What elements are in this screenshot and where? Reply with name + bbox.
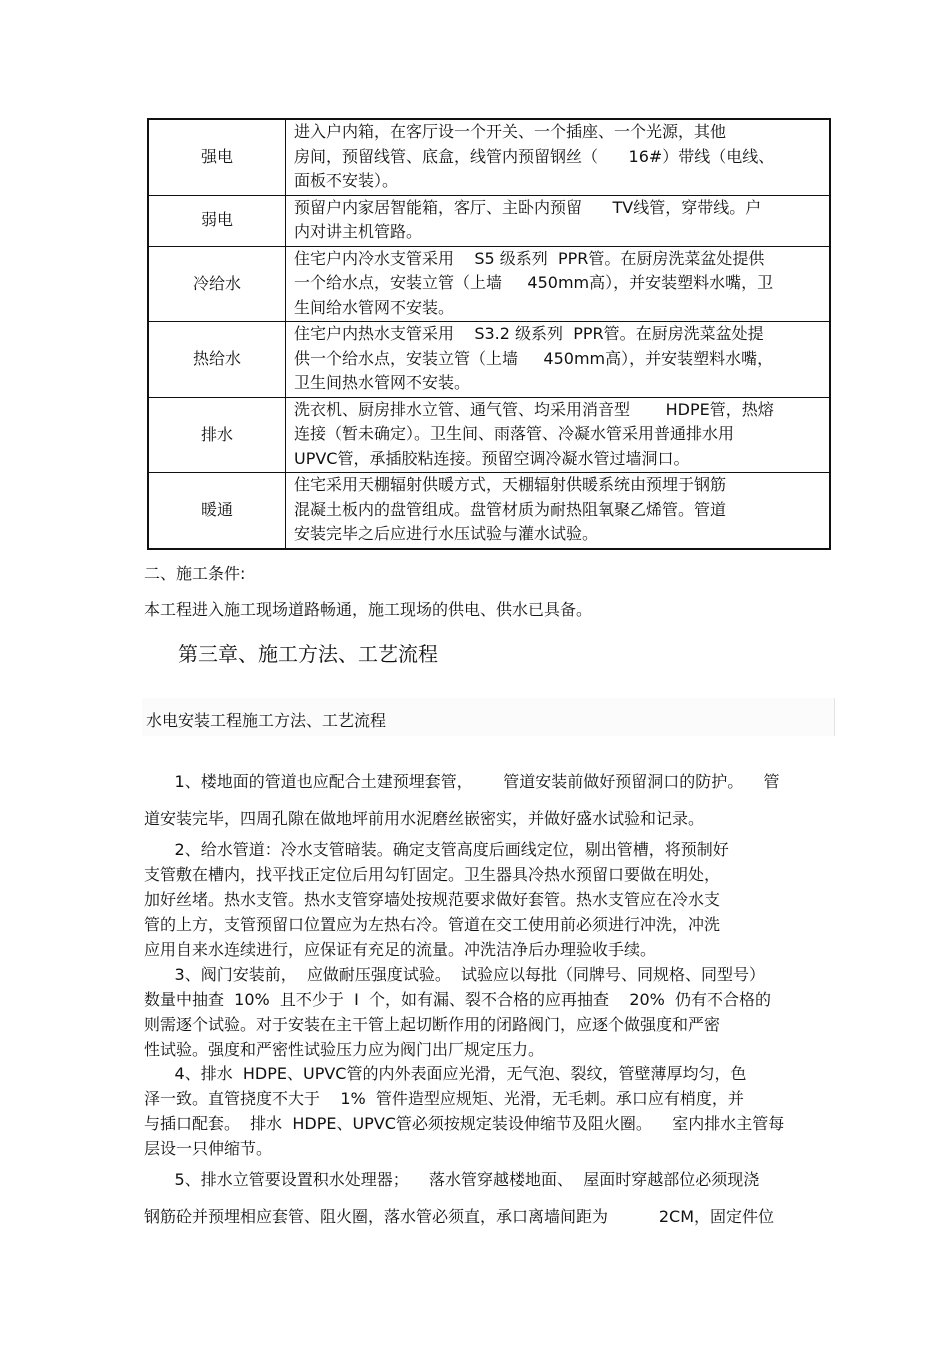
description-line: 内对讲主机管路。 xyxy=(294,222,423,241)
table-row xyxy=(148,397,830,473)
paragraph-2 xyxy=(144,837,834,962)
description-line: 安装完毕之后应进行水压试验与灌水试验。 xyxy=(294,524,599,543)
paragraph-line: 管的上方，支管预留口位置应为左热右冷。管道在交工使用前必须进行冲洗，冲洗 xyxy=(144,915,721,934)
paragraph-3 xyxy=(144,962,834,1062)
table-cell-category: 热给水 xyxy=(148,322,286,398)
table-cell-description xyxy=(286,473,831,549)
paragraph-line: 5、排水立管要设置积水处理器； 落水管穿越楼地面、 屋面时穿越部位必须现浇 xyxy=(144,1170,760,1189)
paragraph-line: 道安装完毕，四周孔隙在做地坪前用水泥磨丝嵌密实，并做好盛水试验和记录。 xyxy=(144,809,705,828)
paragraph-line: 钢筋砼并预埋相应套管、阻火圈，落水管必须直，承口离墙间距为 2CM，固定件位 xyxy=(144,1207,775,1226)
paragraph-line: 数量中抽查 10% 且不少于 I 个，如有漏、裂不合格的应再抽查 20% 仍有不合格的 xyxy=(144,990,772,1009)
paragraph-line: 1、楼地面的管道也应配合土建预埋套管， 管道安装前做好预留洞口的防护。 管 xyxy=(144,772,780,791)
table-cell-category: 排水 xyxy=(148,397,286,473)
table-row xyxy=(148,119,830,195)
description-line: 预留户内家居智能箱，客厅、主卧内预留 TV线管，穿带线。户 xyxy=(294,197,762,217)
construction-conditions-text: 本工程进入施工现场道路畅通，施工现场的供电、供水已具备。 xyxy=(144,600,593,619)
description-line: 面板不安装）。 xyxy=(294,171,399,190)
chapter-title: 第三章、施工方法、工艺流程 xyxy=(178,642,438,666)
paragraph-line: 层设一只伸缩节。 xyxy=(144,1139,273,1158)
installation-spec-table xyxy=(147,118,831,550)
paragraph-line: 泽一致。直管挠度不大于 1% 管件造型应规矩、光滑，无毛刺。承口应有梢度，并 xyxy=(144,1089,744,1108)
paragraph-line: 与插口配套。 排水 HDPE、UPVC管必须按规定装设伸缩节及阻火圈。 室内排水主管每 xyxy=(144,1114,785,1133)
description-line: 连接（暂未确定）。卫生间、雨落管、冷凝水管采用普通排水用 xyxy=(294,424,735,443)
table-cell-description xyxy=(286,397,831,473)
table-cell-description xyxy=(286,195,831,246)
description-line: 卫生间热水管网不安装。 xyxy=(294,373,471,392)
table-cell-description xyxy=(286,119,831,195)
description-line: 进入户内箱，在客厅设一个开关、一个插座、一个光源，其他 xyxy=(294,122,727,141)
table-cell-category: 弱电 xyxy=(148,195,286,246)
paragraph-line: 加好丝堵。热水支管。热水支管穿墙处按规范要求做好套管。热水支管应在冷水支 xyxy=(144,890,721,909)
paragraph-4 xyxy=(144,1061,834,1161)
section-heading-construction-conditions: 二、施工条件: xyxy=(144,564,246,583)
description-line: 混凝土板内的盘管组成。盘管材质为耐热阻氧聚乙烯管。管道 xyxy=(294,499,727,519)
table-row xyxy=(148,195,830,246)
table-cell-description xyxy=(286,322,831,398)
table-cell-category: 冷给水 xyxy=(148,246,286,322)
table-row xyxy=(148,473,830,549)
paragraph-1 xyxy=(144,769,834,831)
paragraph-5 xyxy=(144,1167,834,1229)
paragraph-line: 则需逐个试验。对于安装在主干管上起切断作用的闭路阀门，应逐个做强度和严密 xyxy=(144,1015,721,1034)
description-line: 洗衣机、厨房排水立管、通气管、均采用消音型 HDPE管，热熔 xyxy=(294,399,774,419)
paragraph-line: 应用自来水连续进行，应保证有充足的流量。冲洗洁净后办理验收手续。 xyxy=(144,940,657,959)
description-line: UPVC管，承插胶粘连接。预留空调冷凝水管过墙洞口。 xyxy=(294,448,690,468)
description-line: 生间给水管网不安装。 xyxy=(294,297,455,317)
paragraph-line: 3、阀门安装前， 应做耐压强度试验。 试验应以每批（同牌号、同规格、同型号） xyxy=(144,965,766,984)
paragraph-line: 4、排水 HDPE、UPVC管的内外表面应光滑，无气泡、裂纹，管壁薄厚均匀，色 xyxy=(144,1064,747,1083)
description-line: 房间，预留线管、底盒，线管内预留钢丝（ 16#）带线（电线、 xyxy=(294,146,775,166)
description-line: 一个给水点，安装立管（上墙 450mm高），并安装塑料水嘴，卫 xyxy=(294,273,774,292)
table-row xyxy=(148,322,830,398)
paragraph-line: 性试验。强度和严密性试验压力应为阀门出厂规定压力。 xyxy=(144,1040,545,1059)
paragraph-line: 支管敷在槽内，找平找正定位后用勾钉固定。卫生器具冷热水预留口要做在明处， xyxy=(144,865,721,884)
table-cell-category: 暖通 xyxy=(148,473,286,549)
description-line: 住宅户内冷水支管采用 S5 级系列 PPR管。在厨房洗菜盆处提供 xyxy=(294,248,765,268)
description-line: 住宅采用天棚辐射供暖方式，天棚辐射供暖系统由预埋于钢筋 xyxy=(294,475,727,494)
description-line: 供一个给水点，安装立管（上墙 450mm高），并安装塑料水嘴， xyxy=(294,348,774,368)
subheading: 水电安装工程施工方法、工艺流程 xyxy=(146,711,387,730)
table-cell-category: 强电 xyxy=(148,119,286,195)
paragraph-line: 2、给水管道：冷水支管暗装。确定支管高度后画线定位，剔出管槽，将预制好 xyxy=(144,840,729,859)
subheading-bar xyxy=(142,698,835,736)
table-cell-description xyxy=(286,246,831,322)
description-line: 住宅户内热水支管采用 S3.2 级系列 PPR管。在厨房洗菜盆处提 xyxy=(294,324,764,343)
table-row xyxy=(148,246,830,322)
